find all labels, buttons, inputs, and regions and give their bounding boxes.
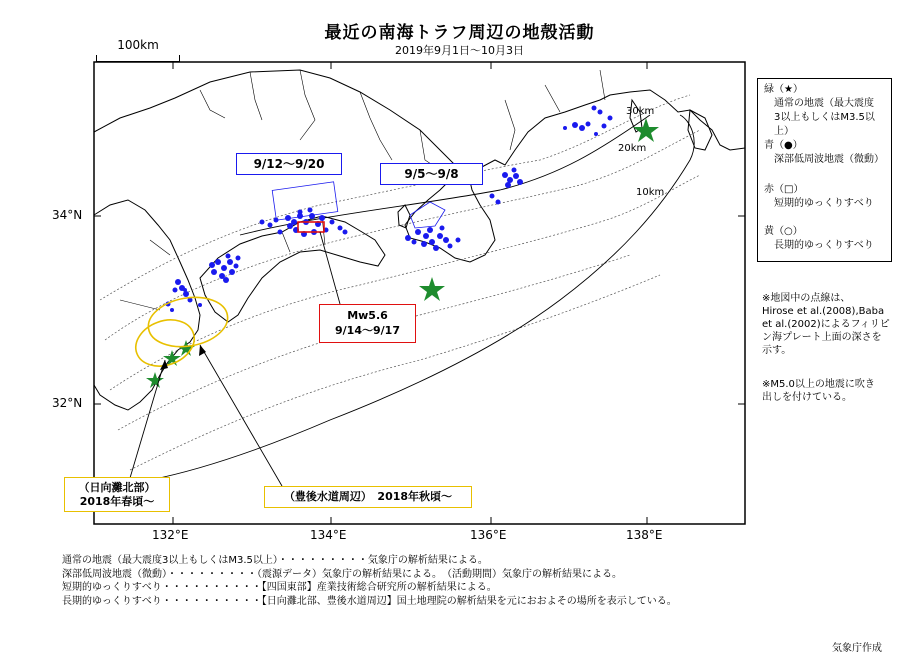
note1-line: et al.(2002)によるフィリピ [762,319,890,330]
legend-yellow-desc: 長期的ゆっくりすべり [774,240,874,251]
lon-label-134: 134°E [310,528,347,542]
note1-line: 示す。 [762,345,792,356]
footnote-line: 深部低周波地震（微動）・・・・・・・・・（震源データ）気象庁の解析結果による。 （活動期間）気象庁の解析結果による。 [62,568,622,580]
sse-magnitude: Mw5.6 [347,309,388,322]
legend-red-title: 赤（□） [764,184,804,195]
contour-label-30km: 30km [626,106,655,117]
legend-red-desc: 短期的ゆっくりすべり [774,198,874,209]
legend-red [764,183,889,211]
footnote-line: 短期的ゆっくりすべり・・・・・・・・・・【四国東部】産業技術総合研究所の解析結果による。 [62,582,497,593]
legend-blue [764,139,889,167]
lon-label-136: 136°E [470,528,507,542]
lon-label-132: 132°E [152,528,189,542]
period-box-kii: 9/5～9/8 [380,163,483,185]
footnote-line: 長期的ゆっくりすべり・・・・・・・・・・【日向灘北部、豊後水道周辺】国土地理院の解析結果を元におおよその場所を表示している。 [62,595,677,607]
lon-label-138: 138°E [626,528,663,542]
map-subtitle: 2019年9月1日～10月3日 [395,44,524,57]
legend-yellow [764,225,889,253]
note2-line: ※M5.0以上の地震に吹き [762,379,875,390]
scale-bar-label: 100km [117,38,159,52]
balloon-note [762,378,902,404]
period-box-shikoku: 9/12～9/20 [236,153,342,175]
sse-info-box [319,304,416,343]
lat-label-34: 34°N [52,208,83,222]
hyuga-name: （日向灘北部） [78,481,156,494]
note1-line: Hirose et al.(2008),Baba [762,306,885,317]
contour-note [762,292,902,357]
legend-blue-desc: 深部低周波地震（微動） [774,154,884,165]
map-title: 最近の南海トラフ周辺の地殻活動 [324,23,595,43]
contour-label-20km: 20km [618,143,647,154]
legend-yellow-title: 黄（○） [764,226,803,237]
legend-blue-title: 青（●） [764,140,803,151]
contour-label-10km: 10km [636,187,665,198]
legend-green-desc-2: 3以上もしくはM3.5以上） [774,112,875,137]
agency-credit: 気象庁作成 [832,643,882,654]
source-footnotes [62,554,677,608]
hyuga-period: 2018年春頃～ [79,495,155,508]
hyuga-box [64,477,170,512]
sse-period: 9/14～9/17 [335,324,400,337]
note1-line: ※地図中の点線は、 [762,293,851,304]
lat-label-32: 32°N [52,396,83,410]
legend-green-desc-1: 通常の地震（最大震度 [774,98,874,109]
footnote-line: 通常の地震（最大震度3以上もしくはM3.5以上）・・・・・・・・・気象庁の解析結果による。 [62,555,488,566]
note1-line: ン海プレート上面の深さを [762,332,882,343]
legend-green-title: 緑（★） [764,84,803,95]
bungo-box: （豊後水道周辺） 2018年秋頃～ [264,486,472,508]
legend-green [764,83,889,139]
legend [757,78,892,262]
note2-line: 出しを付けている。 [762,392,852,403]
